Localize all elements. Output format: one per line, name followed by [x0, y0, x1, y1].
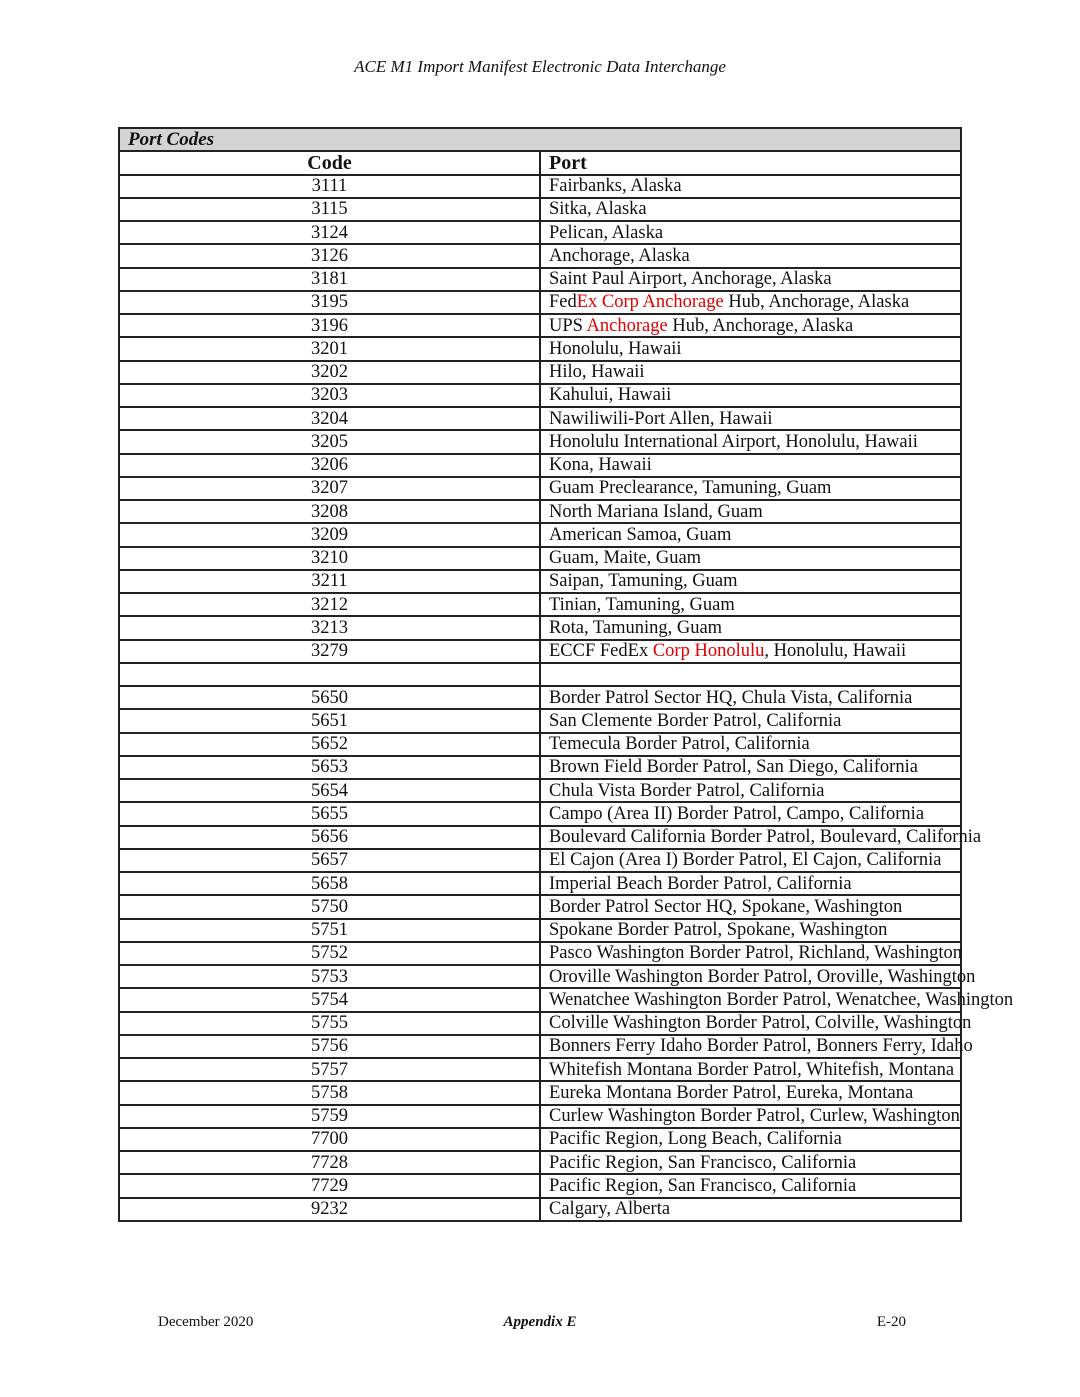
port-code-cell: 5654	[119, 779, 540, 802]
table-row	[119, 407, 961, 430]
table-row	[119, 1012, 961, 1035]
port-name-cell	[540, 802, 961, 825]
port-name-cell	[540, 361, 961, 384]
port-name-cell	[540, 640, 961, 663]
port-code-cell: 5650	[119, 686, 540, 709]
port-code-cell: 3195	[119, 291, 540, 314]
table-header-row	[119, 151, 961, 174]
table-row	[119, 1151, 961, 1174]
port-code-cell	[119, 663, 540, 686]
table-row	[119, 826, 961, 849]
port-name-cell	[540, 756, 961, 779]
table-row	[119, 919, 961, 942]
port-text: Imperial Beach Border Patrol, California	[549, 873, 852, 894]
port-text: Anchorage, Alaska	[549, 245, 690, 266]
port-text: Honolulu, Hawaii	[549, 338, 682, 359]
table-row	[119, 709, 961, 732]
table-row	[119, 454, 961, 477]
port-text: Pelican, Alaska	[549, 222, 664, 243]
port-text: El Cajon (Area I) Border Patrol, El Cajon, California	[549, 850, 942, 871]
port-text: UPS	[549, 315, 587, 336]
port-code-cell: 5759	[119, 1105, 540, 1128]
table-row	[119, 1174, 961, 1197]
port-text: Kona, Hawaii	[549, 455, 652, 476]
table-row	[119, 686, 961, 709]
port-text: Boulevard California Border Patrol, Boulevard, California	[549, 827, 982, 848]
table-row	[119, 337, 961, 360]
port-text: Eureka Montana Border Patrol, Eureka, Montana	[549, 1082, 914, 1103]
table-row	[119, 244, 961, 267]
port-code-cell: 7729	[119, 1174, 540, 1197]
footer-section: Appendix E	[503, 1314, 577, 1330]
port-name-cell	[540, 1174, 961, 1197]
port-name-cell	[540, 1012, 972, 1035]
port-text: Pacific Region, Long Beach, California	[549, 1129, 842, 1150]
port-code-cell: 3115	[119, 198, 540, 221]
port-text: Border Patrol Sector HQ, Chula Vista, California	[549, 687, 913, 708]
port-name-cell	[540, 593, 961, 616]
port-name-cell	[540, 872, 961, 895]
port-text: Saipan, Tamuning, Guam	[549, 571, 738, 592]
port-name-cell	[540, 384, 961, 407]
table-row	[119, 221, 961, 244]
port-text: Honolulu International Airport, Honolulu, Hawaii	[549, 431, 918, 452]
table-row	[119, 523, 961, 546]
port-text: Nawiliwili-Port Allen, Hawaii	[549, 408, 773, 429]
port-text: Brown Field Border Patrol, San Diego, California	[549, 757, 918, 778]
port-code-cell: 5750	[119, 895, 540, 918]
port-code-cell: 3196	[119, 314, 540, 337]
table-row	[119, 1128, 961, 1151]
port-text: Tinian, Tamuning, Guam	[549, 594, 735, 615]
port-text: Calgary, Alberta	[549, 1199, 671, 1220]
highlighted-text: Ex Corp Anchorage	[576, 292, 724, 313]
port-code-cell: 3207	[119, 477, 540, 500]
port-text: North Mariana Island, Guam	[549, 501, 763, 522]
table-row	[119, 500, 961, 523]
table-row	[119, 477, 961, 500]
port-text: , Honolulu, Hawaii	[764, 641, 907, 662]
table-row	[119, 593, 961, 616]
port-name-cell	[540, 849, 961, 872]
port-name-cell	[540, 988, 1014, 1011]
port-text: ECCF FedEx	[549, 641, 653, 662]
port-name-cell	[540, 547, 961, 570]
table-row	[119, 384, 961, 407]
port-text: Fairbanks, Alaska	[549, 176, 682, 197]
port-code-cell: 5754	[119, 988, 540, 1011]
port-code-cell: 3204	[119, 407, 540, 430]
table-row	[119, 291, 961, 314]
port-code-cell: 5658	[119, 872, 540, 895]
port-text: American Samoa, Guam	[549, 524, 732, 545]
port-name-cell	[540, 500, 961, 523]
port-code-cell: 3212	[119, 593, 540, 616]
port-code-cell: 3279	[119, 640, 540, 663]
port-code-cell: 3210	[119, 547, 540, 570]
port-text: Wenatchee Washington Border Patrol, Wenatchee, Washington	[549, 989, 1014, 1010]
table-row	[119, 361, 961, 384]
port-name-cell	[540, 965, 976, 988]
table-row	[119, 802, 961, 825]
port-name-cell	[540, 454, 961, 477]
port-text: Hub, Anchorage, Alaska	[723, 292, 910, 313]
port-text: Whitefish Montana Border Patrol, Whitefish, Montana	[549, 1059, 955, 1080]
port-name-cell	[540, 1198, 961, 1221]
port-code-cell: 5756	[119, 1035, 540, 1058]
port-code-cell: 5757	[119, 1058, 540, 1081]
port-name-cell	[540, 523, 961, 546]
port-text: Guam, Maite, Guam	[549, 548, 702, 569]
port-code-cell: 5656	[119, 826, 540, 849]
port-name-cell	[540, 733, 961, 756]
table-row	[119, 430, 961, 453]
port-code-cell: 3206	[119, 454, 540, 477]
port-name-cell	[540, 221, 961, 244]
port-name-cell	[540, 895, 961, 918]
port-code-cell: 3213	[119, 616, 540, 639]
port-text: Curlew Washington Border Patrol, Curlew, Washington	[549, 1106, 960, 1127]
table-row	[119, 872, 961, 895]
port-name-cell	[540, 779, 961, 802]
port-code-cell: 9232	[119, 1198, 540, 1221]
table-row	[119, 1035, 961, 1058]
port-name-cell	[540, 686, 961, 709]
port-name-cell	[540, 919, 961, 942]
table-row	[119, 198, 961, 221]
table-row	[119, 616, 961, 639]
port-name-cell	[540, 1128, 961, 1151]
port-code-cell: 5753	[119, 965, 540, 988]
port-text: Colville Washington Border Patrol, Colville, Washington	[549, 1013, 972, 1034]
document-header: ACE M1 Import Manifest Electronic Data Interchange	[354, 57, 726, 76]
port-text: Pacific Region, San Francisco, California	[549, 1152, 857, 1173]
port-code-cell: 5655	[119, 802, 540, 825]
table-row	[119, 988, 961, 1011]
table-row	[119, 942, 961, 965]
table-row	[119, 965, 961, 988]
table-row	[119, 663, 961, 686]
port-name-cell	[540, 407, 961, 430]
port-code-cell: 3126	[119, 244, 540, 267]
footer-date: December 2020	[158, 1314, 254, 1330]
port-text: San Clemente Border Patrol, California	[549, 710, 842, 731]
port-name-cell	[540, 198, 961, 221]
table-row	[119, 640, 961, 663]
table-row	[119, 547, 961, 570]
port-text: Hilo, Hawaii	[549, 362, 645, 383]
port-code-cell: 7728	[119, 1151, 540, 1174]
table-row	[119, 895, 961, 918]
port-code-cell: 3124	[119, 221, 540, 244]
table-body	[119, 175, 1014, 1221]
port-name-cell	[540, 268, 961, 291]
port-code-cell: 3205	[119, 430, 540, 453]
highlighted-text: Corp Honolulu	[652, 641, 765, 662]
port-code-cell: 5752	[119, 942, 540, 965]
port-code-cell: 3181	[119, 268, 540, 291]
table-row	[119, 1105, 961, 1128]
port-text: Guam Preclearance, Tamuning, Guam	[549, 478, 832, 499]
port-code-cell: 3208	[119, 500, 540, 523]
port-name-cell	[540, 1035, 973, 1058]
table-row	[119, 1198, 961, 1221]
port-name-cell	[540, 244, 961, 267]
port-column-header: Port	[540, 151, 961, 174]
port-name-cell	[540, 430, 961, 453]
port-text: Temecula Border Patrol, California	[549, 734, 810, 755]
port-code-cell: 3201	[119, 337, 540, 360]
port-code-cell: 3211	[119, 570, 540, 593]
port-code-cell: 5652	[119, 733, 540, 756]
table-caption: Port Codes	[119, 128, 961, 151]
port-name-cell	[540, 291, 961, 314]
port-codes-table	[118, 127, 1014, 1222]
port-text: Oroville Washington Border Patrol, Oroville, Washington	[549, 966, 976, 987]
table-row	[119, 756, 961, 779]
port-text: Pasco Washington Border Patrol, Richland, Washington	[549, 943, 963, 964]
table-row	[119, 1058, 961, 1081]
port-text: Chula Vista Border Patrol, California	[549, 780, 825, 801]
port-name-cell	[540, 477, 961, 500]
table-caption-row	[119, 128, 961, 151]
port-name-cell	[540, 570, 961, 593]
port-text: Hub, Anchorage, Alaska	[667, 315, 854, 336]
port-code-cell: 5755	[119, 1012, 540, 1035]
port-code-cell: 3111	[119, 175, 540, 198]
port-text: Sitka, Alaska	[549, 199, 647, 220]
table-row	[119, 733, 961, 756]
port-code-cell: 5651	[119, 709, 540, 732]
table-row	[119, 268, 961, 291]
port-text: Pacific Region, San Francisco, California	[549, 1175, 857, 1196]
table-row	[119, 1081, 961, 1104]
highlighted-text: Anchorage	[586, 315, 668, 336]
port-code-cell: 5751	[119, 919, 540, 942]
port-text: Border Patrol Sector HQ, Spokane, Washington	[549, 896, 903, 917]
port-name-cell	[540, 1151, 961, 1174]
port-text: Rota, Tamuning, Guam	[549, 617, 723, 638]
port-name-cell	[540, 337, 961, 360]
port-text: Campo (Area II) Border Patrol, Campo, California	[549, 803, 925, 824]
footer-page-number: E-20	[876, 1314, 906, 1330]
port-name-cell	[540, 1058, 961, 1081]
table-row	[119, 175, 961, 198]
port-name-cell	[540, 942, 961, 965]
port-text: Bonners Ferry Idaho Border Patrol, Bonners Ferry, Idaho	[549, 1036, 973, 1057]
table-row	[119, 570, 961, 593]
port-text: Fed	[549, 292, 577, 313]
port-name-cell	[540, 826, 982, 849]
table-row	[119, 779, 961, 802]
port-code-cell: 7700	[119, 1128, 540, 1151]
port-name-cell	[540, 175, 961, 198]
port-name-cell	[540, 663, 961, 686]
port-text: Saint Paul Airport, Anchorage, Alaska	[549, 269, 832, 290]
port-name-cell	[540, 1105, 961, 1128]
port-name-cell	[540, 314, 961, 337]
port-name-cell	[540, 709, 961, 732]
port-code-cell: 5653	[119, 756, 540, 779]
port-code-cell: 5758	[119, 1081, 540, 1104]
table-row	[119, 314, 961, 337]
port-text: Spokane Border Patrol, Spokane, Washington	[549, 920, 888, 941]
code-column-header: Code	[119, 151, 540, 174]
port-code-cell: 3203	[119, 384, 540, 407]
port-code-cell: 3209	[119, 523, 540, 546]
table-row	[119, 849, 961, 872]
port-code-cell: 5657	[119, 849, 540, 872]
port-code-cell: 3202	[119, 361, 540, 384]
port-name-cell	[540, 1081, 961, 1104]
port-name-cell	[540, 616, 961, 639]
port-text: Kahului, Hawaii	[549, 385, 672, 406]
